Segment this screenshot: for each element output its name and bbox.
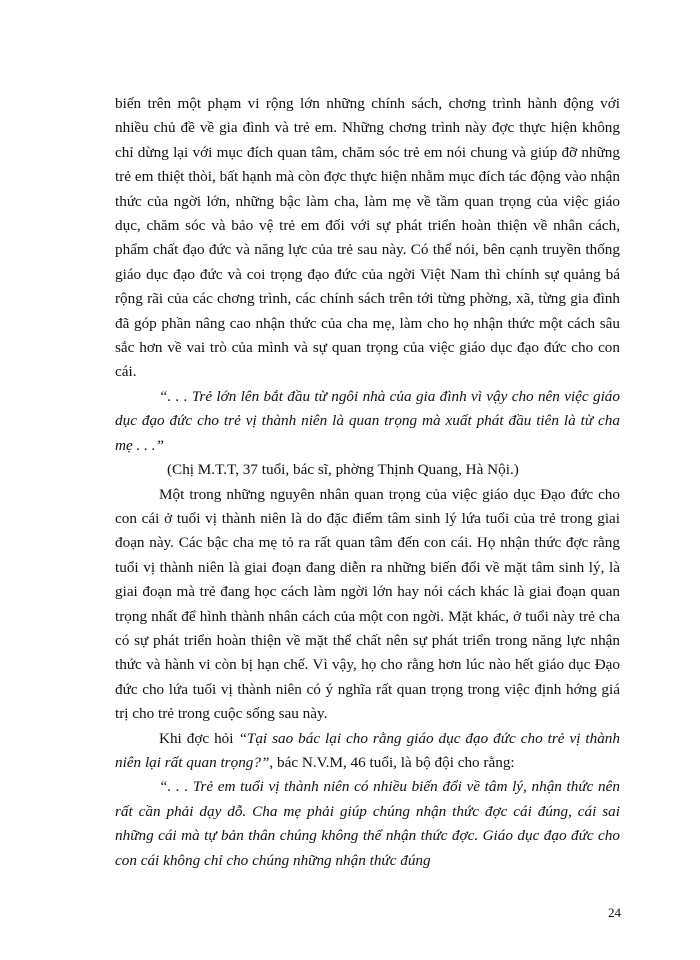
quote-1: “. . . Trẻ lớn lên bắt đầu từ ngôi nhà của gia đình vì vậy cho nên việc giáo dục đạo đức cho trẻ vị thành niên là quan trọng mà xuất phát đầu tiên là từ cha mẹ . . .”	[115, 387, 620, 454]
paragraph-3-tail: , bác N.V.M, 46 tuổi, là bộ đội cho rằng:	[269, 753, 515, 771]
paragraph-2: Một trong những nguyên nhân quan trọng của việc giáo dục Đạo đức cho con cái ở tuổi vị thành niên là do đặc điểm tâm sinh lý lứa tuổi của trẻ trong giai đoạn này. Các bậc cha mẹ tỏ ra rất quan tâm đến con cái. Họ nhận thức đợc rằng tuổi vị thành niên là giai đoạn đang diễn ra những biến đổi về mặt tâm sinh lý, là giai đoạn mà trẻ đang học cách làm ngời lớn hay nói cách khác là giai đoạn quan trọng nhất để hình thành nhân cách của một con ngời. Mặt khác, ở tuổi này trẻ cha có sự phát triển hoàn thiện về mặt thể chất nên sự phát triển trong năng lực nhận thức và hành vi còn bị hạn chế. Vì vậy, họ cho rằng hơn lúc nào hết giáo dục Đạo đức cho lứa tuổi vị thành niên có ý nghĩa rất quan trọng trong việc định hớng giá trị cho trẻ trong cuộc sống sau này.	[115, 485, 620, 723]
paragraph-3-lead: Khi đợc hỏi	[159, 729, 239, 747]
page-number: 24	[608, 905, 621, 920]
paragraph-1: biến trên một phạm vi rộng lớn những chính sách, chơng trình hành động với nhiều chủ đề về gia đình và trẻ em. Những chơng trình này đợc thực hiện không chỉ dừng lại với mục đích quan tâm, chăm sóc trẻ em nói chung và giúp đỡ những trẻ em thiệt thòi, bất hạnh mà còn đợc thực hiện nhằm mục đích tác động vào nhận thức của ngời lớn, những bậc làm cha, làm mẹ về tầm quan trọng của việc giáo dục, chăm sóc và bảo vệ trẻ em đối với sự phát triển hoàn thiện về nhân cách, phẩm chất đạo đức và năng lực của trẻ sau này. Có thể nói, bên cạnh truyền thống giáo dục đạo đức và coi trọng đạo đức của ngời Việt Nam thì chính sự quảng bá rộng rãi của các chơng trình, các chính sách trên tới từng phờng, xã, từng gia đình đã góp phần nâng cao nhận thức của cha mẹ, làm cho họ nhận thức một cách sâu sắc hơn về vai trò của mình và sự quan trọng của việc giáo dục đạo đức cho con cái.	[115, 95, 620, 381]
document-body	[115, 92, 620, 873]
quote-2: “. . . Trẻ em tuổi vị thành niên có nhiều biến đổi về tâm lý, nhận thức nên rất cần phải dạy dỗ. Cha mẹ phải giúp chúng nhận thức đợc cái đúng, cái sai những cái mà tự bản thân chúng không thể nhận thức đợc. Giáo dục đạo đức cho con cái không chỉ cho chúng những nhận thức đúng	[115, 778, 620, 869]
attribution-1: (Chị M.T.T, 37 tuổi, bác sĩ, phờng Thịnh Quang, Hà Nội.)	[167, 461, 519, 479]
paragraph-3	[115, 727, 620, 776]
paragraph-3-question: “Tại sao bác lại cho rằng giáo dục đạo đức cho trẻ vị thành niên lại rất quan trọng?”	[115, 729, 620, 771]
